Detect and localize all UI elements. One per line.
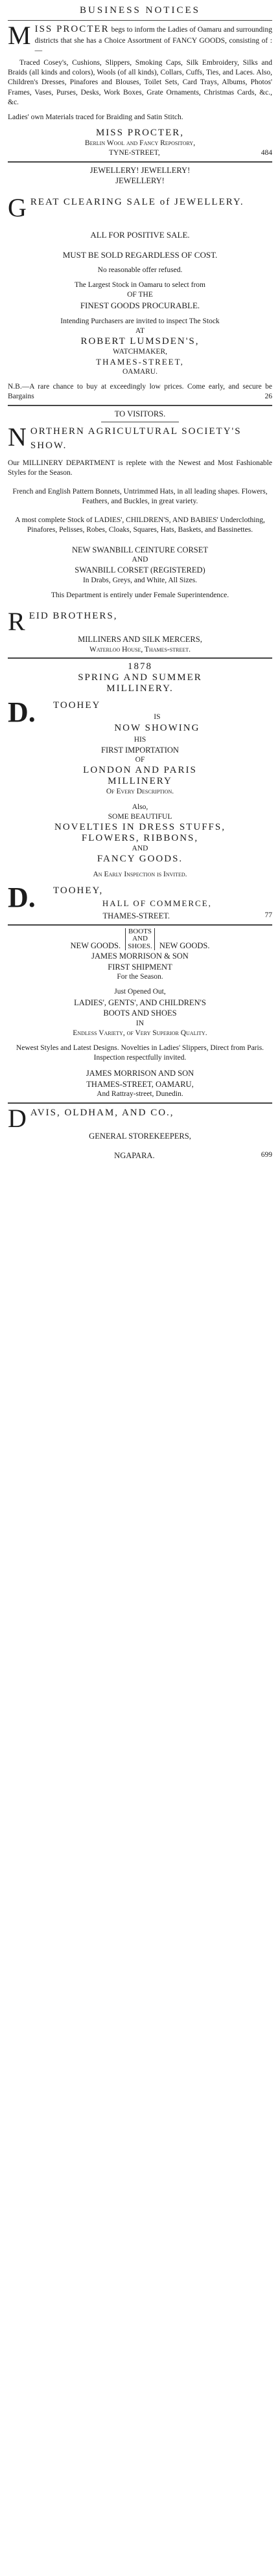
page-header: BUSINESS NOTICES [80,5,200,16]
toohey-of: OF [135,756,145,764]
ad-jewellery [8,165,272,402]
jewellery-largest: The Largest Stock in Oamaru to select from [75,281,205,289]
separator [8,1102,272,1104]
jewellery-headline: REAT CLEARING SALE of JEWELLERY. [30,196,244,207]
dropcap: D [8,1103,27,1133]
jewellery-all-for: ALL FOR POSITIVE SALE. [90,229,190,240]
morrison-newest: Newest Styles and Latest Designs. Novelties in Ladies' Slippers, Direct from Paris. Inspection respectfully invited. [16,1044,264,1062]
toohey-street: THAMES-STREET. [102,911,170,921]
jewellery-watchmaker: WATCHMAKER, [112,347,167,356]
procter-num: 484 [261,149,272,157]
toohey-every: Of Every Description. [106,788,174,796]
dropcap: N [8,422,27,452]
visitors-title: TO VISITORS. [114,409,166,418]
morrison-in: IN [135,1019,145,1027]
jewellery-nb-text: N.B.—A rare chance to buy at exceedingly low prices. Come early, and secure be Bargains [8,383,272,401]
toohey-is: IS [154,712,161,721]
morrison-box-and: AND [132,935,148,943]
toohey-flowers: FLOWERS, RIBBONS, [81,832,199,843]
visitors-stock: A most complete Stock of LADIES', CHILDREN'S, AND BABIES' Underclothing, Pinafores, Pelisses, Robes, Cloaks, Squares, Hats, Baskets, and Bassinettes. [15,516,265,534]
jewellery-town: OAMARU. [122,368,158,376]
dropcap: D. [8,882,36,914]
visitors-dept: This Department is entirely under Female Superintendence. [51,591,229,599]
toohey-first: FIRST IMPORTATION [101,745,179,755]
morrison-footer3: And Rattray-street, Dunedin. [97,1090,183,1099]
morrison-footer2: THAMES-STREET, OAMARU, [86,1079,194,1089]
jewellery-nb [8,382,272,402]
toohey-his: HIS [134,735,146,744]
toohey-year: 1878 [128,661,152,672]
visitors-drabs: In Drabs, Greys, and White, All Sizes. [82,576,198,584]
separator [8,20,272,21]
morrison-name: JAMES MORRISON & SON [91,952,189,961]
jewellery-at: AT [135,326,145,335]
toohey-invited: An Early Inspection is Invited. [93,871,187,879]
davis-ngapara: NGAPARA. [114,1151,155,1161]
ad-davis-oldham [8,1103,272,1161]
visitors-swanbill-1: NEW SWANBILL CEINTURE CORSET [71,545,209,554]
ad-toohey [8,661,272,922]
visitors-waterloo: Waterloo House, Thames-street. [89,645,191,654]
toohey-num: 77 [264,911,272,920]
jewellery-no-offer: No reasonable offer refused. [97,266,183,274]
visitors-mercers: MILLINERS AND SILK MERCERS, [78,635,202,644]
procter-items: Traced Cosey's, Cushions, Slippers, Smoking Caps, Silk Embroidery, Silks and Braids (all kinds and colors), Wools (of all kinds), Collars, Cuffs, Ties, and Laces. Also, Children's Dresses, Pinafores and Blouses, Toilet Sets, Card Trays, Albums, Photos' Frames, Vases, Purses, Desks, Work Boxes, Grate Ornaments, Christmas Cards, &c., &c. [8,59,272,106]
ad-morrison [8,928,272,1100]
visitors-and: AND [132,556,148,564]
jewellery-finest: FINEST GOODS PROCURABLE. [80,301,200,311]
ad-reid-brothers [8,409,272,655]
toohey-hall: HALL OF COMMERCE, [102,898,212,909]
toohey-also: Also, [132,803,148,811]
morrison-season: For the Season. [117,973,163,981]
toohey-novelties: NOVELTIES IN DRESS STUFFS, [54,821,226,832]
separator [8,657,272,659]
jewellery-intending: Intending Purchasers are invited to inspect The Stock [60,317,220,325]
morrison-banner [8,928,272,952]
toohey-name: TOOHEY [53,700,101,711]
procter-body: begs to inform the Ladies of Oamaru and surrounding districts that she has a Choice Assortment of FANCY GOODS, consisting of :— [34,26,272,54]
davis-general: GENERAL STOREKEEPERS, [89,1131,191,1141]
toohey-now: NOW SHOWING [114,722,200,733]
morrison-box [125,928,155,951]
visitors-reid: EID BROTHERS, [29,611,118,622]
dropcap: R [8,607,25,637]
separator [8,405,272,406]
visitors-french: French and English Pattern Bonnets, Untrimmed Hats, in all leading shapes. Flowers, Feathers, and Buckles, in great variety. [12,487,268,506]
jewellery-line1: JEWELLERY! JEWELLERY! [89,165,191,175]
morrison-new2: NEW GOODS. [159,940,210,950]
jewellery-street: THAMES-STREET, [96,357,184,367]
davis-num: 699 [261,1151,272,1159]
ad-procter [8,23,272,159]
visitors-millinery: Our MILLINERY DEPARTMENT is replete with the Newest and Most Fashionable Styles for the Season. [8,459,272,477]
jewellery-of-the: OF THE [127,291,153,299]
toohey-season1: SPRING AND SUMMER [78,672,202,683]
morrison-box2: SHOES. [128,942,152,950]
procter-street: TYNE-STREET, [109,149,160,157]
morrison-boots: BOOTS AND SHOES [103,1009,177,1018]
toohey-name2: TOOHEY, [53,885,104,896]
morrison-ladies: LADIES', GENTS', AND CHILDREN'S [74,997,206,1007]
toohey-london: LONDON AND PARIS [83,765,197,776]
morrison-first: FIRST SHIPMENT [108,962,172,972]
toohey-season2: MILLINERY. [106,683,174,694]
toohey-and: AND [132,844,148,852]
dropcap: G [8,192,27,222]
visitors-swanbill-2: SWANBILL CORSET (REGISTERED) [75,565,205,575]
dropcap: M [8,21,31,50]
dropcap: D. [8,696,36,728]
procter-materials: Ladies' own Materials traced for Braiding and Satin Stitch. [8,113,183,121]
morrison-box1: BOOTS [128,927,152,935]
procter-sig-name: MISS PROCTER, [95,128,185,139]
morrison-footer1: JAMES MORRISON AND SON [86,1069,194,1078]
jewellery-lumsden: ROBERT LUMSDEN'S, [80,336,200,347]
visitors-headline: ORTHERN AGRICULTURAL SOCIETY'S SHOW. [30,426,242,451]
separator [8,924,272,926]
morrison-unpacked: Just Opened Out, [114,988,166,996]
davis-name: AVIS, OLDHAM, AND CO., [30,1107,174,1118]
separator [8,161,272,163]
jewellery-line2: JEWELLERY! [115,176,165,186]
toohey-fancy: FANCY GOODS. [97,854,183,865]
jewellery-nb-num: 26 [264,393,272,401]
toohey-some: SOME BEAUTIFUL [108,812,172,821]
jewellery-must: MUST BE SOLD REGARDLESS OF COST. [62,249,218,260]
morrison-new1: NEW GOODS. [70,940,121,950]
procter-sig-line: Berlin Wool and Fancy Repository, [84,139,196,148]
toohey-millinery: MILLINERY [108,776,172,787]
procter-name: ISS PROCTER [34,24,110,34]
morrison-variety: Endless Variety, of Very Superior Quality. [73,1029,207,1037]
